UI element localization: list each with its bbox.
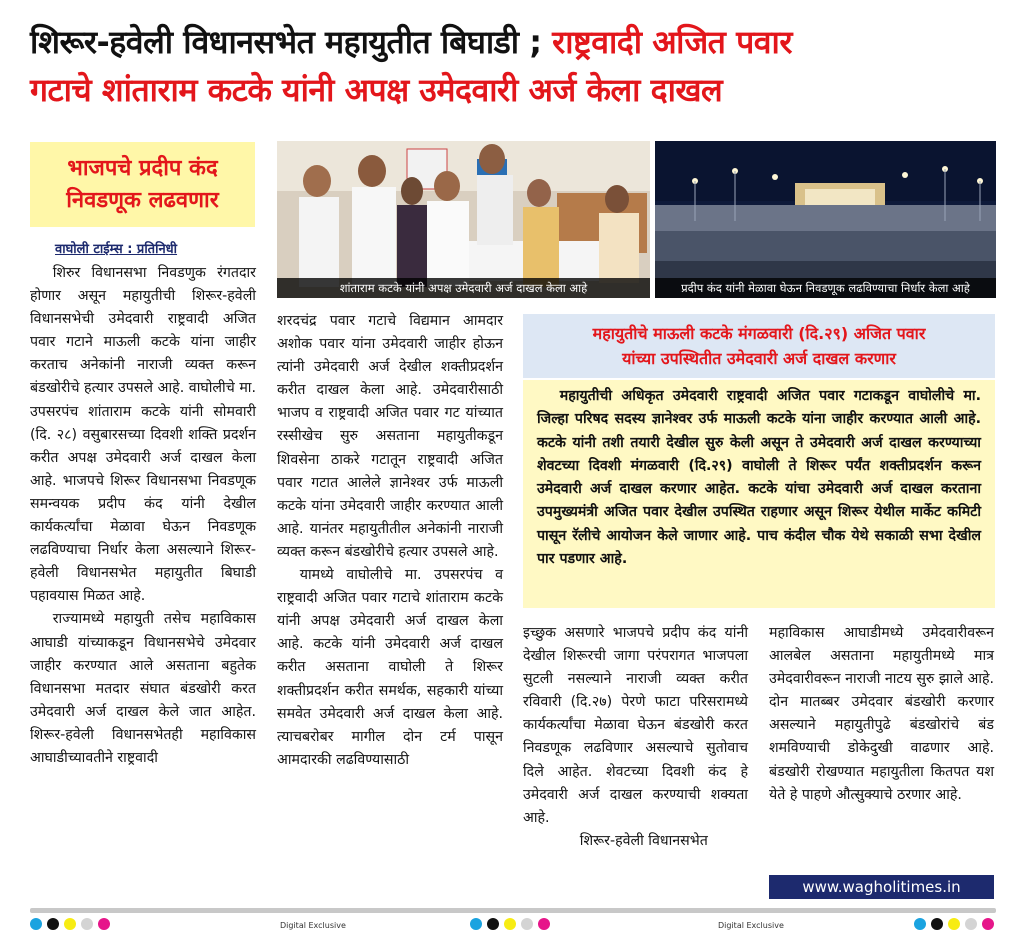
sub-headline-line-2: यांच्या उपस्थितीत उमेदवारी अर्ज दाखल करणार: [622, 349, 896, 368]
nomination-photo-caption: शांताराम कटके यांनी अपक्ष उमेदवारी अर्ज दाखल केला आहे: [277, 278, 650, 298]
grey-dot: [965, 918, 977, 930]
article-column-3: [523, 622, 748, 853]
nomination-filing-photo: [277, 141, 650, 298]
footer-label-right: Digital Exclusive: [718, 921, 784, 930]
rally-photo-caption: प्रदीप कंद यांनी मेळावा घेऊन निवडणूक लढविण्याचा निर्धार केला आहे: [655, 278, 996, 298]
cyan-dot: [914, 918, 926, 930]
magenta-dot: [982, 918, 994, 930]
column-1-paragraph-1: शिरुर विधानसभा निवडणुक रंगतदार होणार असून महायुतीची शिरूर-हवेली विधानसभेची उमेदवारी राष्ट्रवादी अजित पवार गटाने माऊली कटके यांना जाहीर करताच अनेकांनी नाराजी व्यक्त करून बंडखोरीचे हत्यार उपसले आहे. वाघोलीचे मा. उपसरपंच शांताराम कटके यांनी सोमवारी (दि. २८) वसुबारसच्या दिवशी शक्ति प्रदर्शन करीत अपक्ष उमेदवारी अर्ज दाखल केला आहे. भाजपचे शिरूर विधानसभा निवडणूक समन्वयक प्रदीप कंद यांनी देखील कार्यकर्त्यांचा मेळावा घेऊन निवडणूक लढविण्याचा निर्धार केला असल्याने शिरूर-हवेली विधानसभेत महायुतीत बिघाडी पहावयास मिळत आहे.: [30, 265, 256, 605]
cyan-dot: [470, 918, 482, 930]
yellow-dot: [504, 918, 516, 930]
nomination-photo-image: [277, 141, 650, 298]
cyan-dot: [30, 918, 42, 930]
footer-label-left: Digital Exclusive: [280, 921, 346, 930]
cmyk-dots-left: [30, 918, 110, 930]
black-dot: [931, 918, 943, 930]
cmyk-dots-right: [914, 918, 994, 930]
sub-headline-line-1: महायुतीचे माऊली कटके मंगळवारी (दि.२९) अजित पवार: [592, 324, 926, 343]
column-3-paragraph-2: शिरूर-हवेली विधानसभेत: [579, 832, 708, 849]
column-2-paragraph-1: शरदचंद्र पवार गटाचे विद्यमान आमदार अशोक पवार यांना उमेदवारी जाहीर होऊन त्यांनी उमेदवारी अर्ज देखील शक्तीप्रदर्शन करीत दाखल केला आहे. उमेदवारीसाठी भाजप व राष्ट्रवादी अजित पवार गट यांच्यात रस्सीखेच सुरु असताना महायुतीकडून शिवसेना ठाकरे गटातून राष्ट्रवादी अजित पवार गटात आलेले ज्ञानेश्वर उर्फ माऊली कटके यांना उमेदवारी जाहीर करण्यात आली आहे. यानंतर महायुतीतील अनेकांनी नाराजी व्यक्त करून बंडखोरीचे हत्यार उपसले आहे.: [277, 313, 503, 560]
column-2-paragraph-2: यामध्ये वाघोलीचे मा. उपसरपंच व राष्ट्रवादी अजित पवार गटाचे शांताराम कटके यांनी अपक्ष उमेदवारी अर्ज दाखल केला आहे. कटके यांनी उमेदवारी अर्ज दाखल करीत असताना वाघोली ते शिरूर शक्तीप्रदर्शन करीत समर्थक, सहकारी यांच्या समवेत उमेदवारी अर्ज दाखल केला आहे. त्याचबरोबर मागील दोन टर्म पासून आमदारकी लढविण्यासाठी: [277, 567, 503, 768]
article-column-4: [769, 622, 994, 807]
cmyk-dots-center: [470, 918, 550, 930]
highlight-box: [523, 380, 995, 608]
headline-part-red-2: गटाचे शांताराम कटके यांनी अपक्ष उमेदवारी अर्ज केला दाखल: [30, 71, 723, 109]
website-link[interactable]: www.wagholitimes.in: [769, 875, 994, 899]
black-dot: [47, 918, 59, 930]
article-column-2: [277, 310, 503, 772]
headline-part-black: शिरूर-हवेली विधानसभेत महायुतीत बिघाडी ;: [30, 23, 553, 61]
headline-part-red-1: राष्ट्रवादी अजित पवार: [552, 23, 792, 61]
magenta-dot: [538, 918, 550, 930]
rally-crowd-photo: [655, 141, 996, 298]
yellow-dot: [948, 918, 960, 930]
side-headline-box: [30, 142, 255, 227]
footer-rule: [30, 908, 996, 913]
article-column-1: [30, 262, 256, 770]
column-1-paragraph-2: राज्यामध्ये महायुती तसेच महाविकास आघाडी यांच्याकडून विधानसभेचे उमेदवार जाहीर करण्यात आले असताना बहुतेक विधानसभा मतदार संघात बंडखोरी करत उमेदवारी अर्ज दाखल केले जात आहेत. शिरूर-हवेली विधानसभेतही महाविकास आघाडीच्यावतीने राष्ट्रवादी: [30, 611, 256, 766]
column-4-paragraph-1: महाविकास आघाडीमध्ये उमेदवारीवरून आलबेल असताना महायुतीमध्ये मात्र उमेदवारीवरून नाराजी नाटय सुरु झाले आहे. दोन मातब्बर उमेदवार बंडखोरी करणार असल्याने महायुतीपुढे बंडखोरांचे बंड शमविण्याची डोकेदुखी वाढणार आहे. बंडखोरी रोखण्यात महायुतीला कितपत यश येते हे पाहणे औत्सुक्याचे ठरणार आहे.: [769, 625, 994, 803]
black-dot: [487, 918, 499, 930]
column-3-paragraph-1: इच्छुक असणारे भाजपचे प्रदीप कंद यांनी देखील शिरूरची जागा परंपरागत भाजपला सुटली नसल्याने नाराजी व्यक्त करीत रविवारी (दि.२७) पेरणे फाटा परिसरामध्ये कार्यकर्त्यांचा मेळावा घेऊन बंडखोरी करत निवडणूक लढविणार असल्याचे सुतोवाच दिले आहेत. शेवटच्या दिवशी कंद हे उमेदवारी अर्ज दाखल करण्याची शक्यता आहे.: [523, 625, 748, 826]
grey-dot: [81, 918, 93, 930]
byline: वाघोली टाईम्स : प्रतिनिधी: [55, 242, 178, 257]
headline: [30, 18, 1005, 114]
rally-photo-image: [655, 141, 996, 298]
sub-headline-box: [523, 314, 995, 378]
grey-dot: [521, 918, 533, 930]
side-headline-line-2: निवडणूक लढवणार: [66, 187, 219, 213]
side-headline-line-1: भाजपचे प्रदीप कंद: [67, 155, 218, 181]
highlight-box-text: महायुतीची अधिकृत उमेदवारी राष्ट्रवादी अजित पवार गटाकडून वाघोलीचे मा. जिल्हा परिषद सदस्य ज्ञानेश्वर उर्फ माऊली कटके यांना जाहीर करण्यात आली आहे. कटके यांनी तशी तयारी देखील सुरु केली असून ते उमेदवारी अर्ज दाखल करण्याच्या शेवटच्या दिवशी मंगळवारी (दि.२९) वाघोली ते शिरूर पर्यंत शक्तीप्रदर्शन करून उमेदवारी अर्ज दाखल करणार आहेत. कटके यांचा उमेदवारी अर्ज दाखल करताना उपमुख्यमंत्री अजित पवार देखील उपस्थित राहणार असून शिरूर येथील मार्केट कमिटी पासून रॅलीचे आयोजन केले जाणार आहे. पाच कंदील चौक येथे सकाळी सभा देखील पार पडणार आहे.: [537, 388, 981, 568]
magenta-dot: [98, 918, 110, 930]
yellow-dot: [64, 918, 76, 930]
